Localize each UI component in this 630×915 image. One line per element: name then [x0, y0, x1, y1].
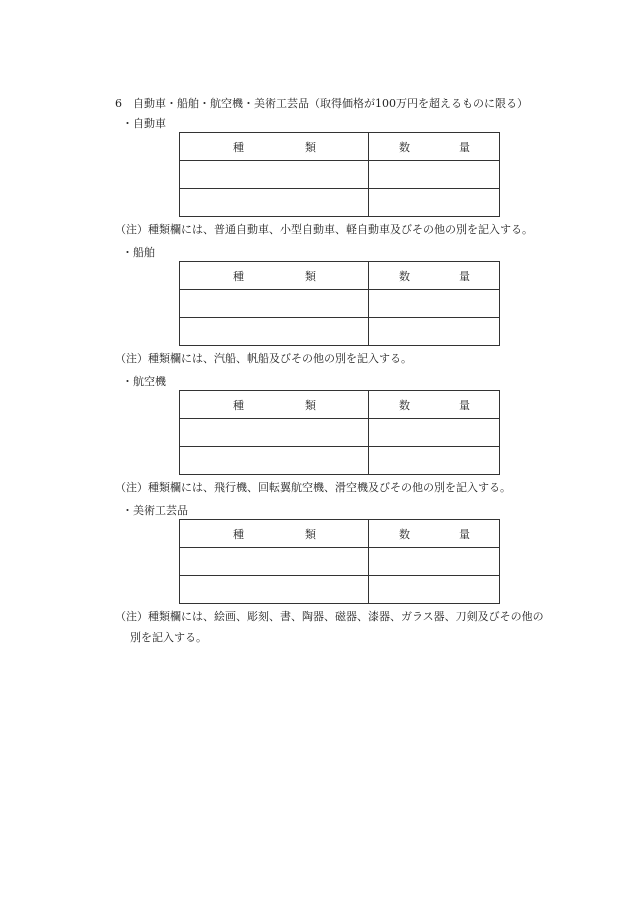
qty-header-char: 量	[459, 140, 470, 154]
qty-header-cell	[369, 391, 500, 419]
qty-cell[interactable]	[369, 161, 500, 189]
aircraft-note: （注）種類欄には、飛行機、回転翼航空機、滑空機及びその他の別を記入する。	[115, 481, 511, 494]
artwork-note-continuation: 別を記入する。	[130, 631, 207, 644]
type-cell[interactable]	[180, 318, 369, 346]
type-header-cell	[180, 262, 369, 290]
qty-cell[interactable]	[369, 290, 500, 318]
section-title-artwork: ・美術工芸品	[122, 504, 188, 517]
qty-header-cell	[369, 520, 500, 548]
qty-header-char: 量	[459, 398, 470, 412]
table-header-row	[180, 133, 500, 161]
table-row	[180, 576, 500, 604]
qty-cell[interactable]	[369, 419, 500, 447]
type-header-char: 類	[305, 269, 316, 283]
type-header-cell	[180, 391, 369, 419]
type-cell[interactable]	[180, 290, 369, 318]
type-header-char: 類	[305, 398, 316, 412]
type-header-char: 類	[305, 140, 316, 154]
type-header-char: 種	[233, 269, 244, 283]
qty-cell[interactable]	[369, 447, 500, 475]
table-row	[180, 419, 500, 447]
type-cell[interactable]	[180, 576, 369, 604]
qty-header-cell	[369, 262, 500, 290]
table-row	[180, 189, 500, 217]
table-header-row	[180, 262, 500, 290]
section-heading	[115, 95, 528, 111]
type-header-char: 類	[305, 527, 316, 541]
table-row	[180, 548, 500, 576]
section-number: 6	[115, 97, 122, 110]
table-header-row	[180, 391, 500, 419]
ship-table	[179, 261, 500, 346]
qty-cell[interactable]	[369, 576, 500, 604]
section-title-aircraft: ・航空機	[122, 375, 166, 388]
ship-note: （注）種類欄には、汽船、帆船及びその他の別を記入する。	[115, 352, 412, 365]
type-cell[interactable]	[180, 419, 369, 447]
automobile-table	[179, 132, 500, 217]
qty-header-char: 数	[399, 398, 410, 412]
qty-header-char: 数	[399, 269, 410, 283]
type-cell[interactable]	[180, 161, 369, 189]
artwork-table	[179, 519, 500, 604]
type-header-char: 種	[233, 527, 244, 541]
type-header-char: 種	[233, 398, 244, 412]
qty-cell[interactable]	[369, 189, 500, 217]
qty-cell[interactable]	[369, 548, 500, 576]
qty-cell[interactable]	[369, 318, 500, 346]
table-header-row	[180, 520, 500, 548]
table-row	[180, 447, 500, 475]
qty-header-char: 量	[459, 269, 470, 283]
type-cell[interactable]	[180, 548, 369, 576]
type-cell[interactable]	[180, 189, 369, 217]
qty-header-cell	[369, 133, 500, 161]
section-title-automobile: ・自動車	[122, 117, 166, 130]
type-header-cell	[180, 133, 369, 161]
section-title: 自動車・船舶・航空機・美術工芸品（取得価格が100万円を超えるものに限る）	[133, 97, 528, 110]
qty-header-char: 量	[459, 527, 470, 541]
section-title-ship: ・船舶	[122, 246, 155, 259]
table-row	[180, 161, 500, 189]
automobile-note: （注）種類欄には、普通自動車、小型自動車、軽自動車及びその他の別を記入する。	[115, 223, 533, 236]
qty-header-char: 数	[399, 140, 410, 154]
table-row	[180, 290, 500, 318]
artwork-note: （注）種類欄には、絵画、彫刻、書、陶器、磁器、漆器、ガラス器、刀剣及びその他の	[115, 610, 544, 623]
table-row	[180, 318, 500, 346]
type-header-cell	[180, 520, 369, 548]
type-header-char: 種	[233, 140, 244, 154]
type-cell[interactable]	[180, 447, 369, 475]
qty-header-char: 数	[399, 527, 410, 541]
aircraft-table	[179, 390, 500, 475]
